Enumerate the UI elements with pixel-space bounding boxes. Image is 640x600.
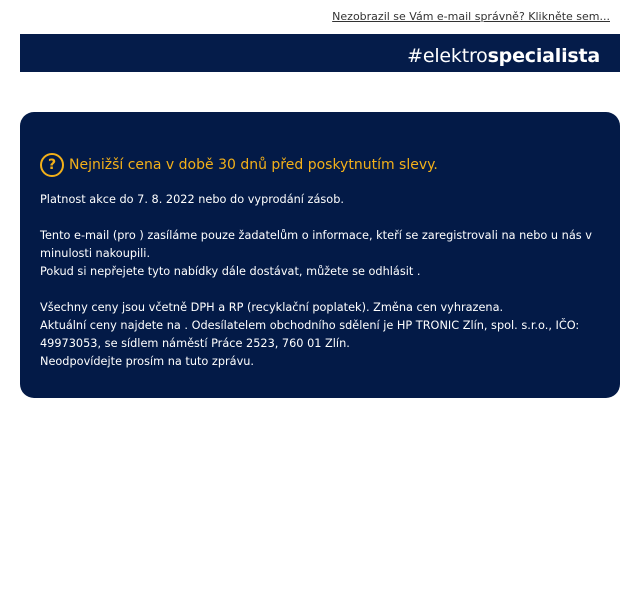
- subscription-info-text: Tento e-mail (pro ) zasíláme pouze žadatelům o informace, kteří se zaregistrovali na nebo u nás v minulosti nakoupili.: [40, 229, 592, 260]
- sender-info-text: Aktuální ceny najdete na . Odesílatelem obchodního sdělení je HP TRONIC Zlín, spol. s.r.o., IČO: 49973053, se sídlem náměstí Práce 2523, 760 01 Zlín.: [40, 319, 580, 350]
- vat-info-text: Všechny ceny jsou včetně DPH a RP (recyklační poplatek). Změna cen vyhrazena.: [40, 301, 504, 314]
- promo-validity: [40, 191, 600, 209]
- brand-logo[interactable]: [407, 47, 600, 66]
- lowest-price-note-text: Nejnižší cena v době 30 dnů před poskytnutím slevy.: [69, 157, 438, 173]
- no-reply-text: Neodpovídejte prosím na tuto zprávu.: [40, 355, 255, 368]
- subscription-info: [40, 227, 600, 281]
- brand-header-bar: [20, 34, 620, 72]
- question-circle-icon: ?: [40, 153, 64, 177]
- unsubscribe-text: Pokud si nepřejete tyto nabídky dále dostávat, můžete se odhlásit .: [40, 265, 421, 278]
- brand-logo-prefix: #elektro: [407, 45, 488, 67]
- legal-info: [40, 299, 600, 371]
- view-in-browser-row: [332, 10, 610, 23]
- lowest-price-note: [40, 153, 438, 177]
- view-in-browser-link[interactable]: Nezobrazil se Vám e-mail správně? Klikněte sem...: [332, 10, 610, 23]
- brand-logo-suffix: specialista: [487, 45, 600, 67]
- footer-info-card: [20, 112, 620, 398]
- promo-validity-text: Platnost akce do 7. 8. 2022 nebo do vyprodání zásob.: [40, 193, 344, 206]
